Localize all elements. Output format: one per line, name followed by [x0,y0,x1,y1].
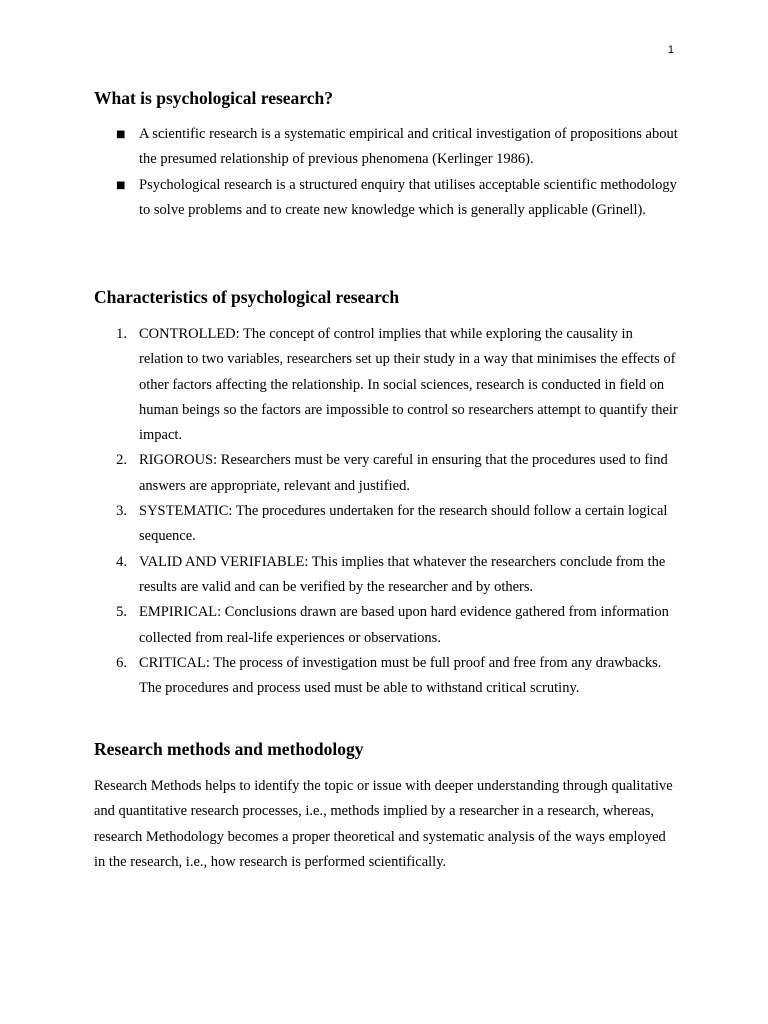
bullet-item [94,173,678,224]
list-item-text: VALID AND VERIFIABLE: This implies that whatever the researchers conclude from the results are valid and can be verified by the researcher and by others. [139,553,666,595]
list-number: 2. [116,452,127,469]
list-item [94,322,678,448]
characteristics-numbered-list [94,322,678,701]
bullet-item [94,122,678,173]
definition-bullet-list [94,122,678,223]
section-heading-research-methods: Research methods and methodology [94,739,364,759]
list-item-text: SYSTEMATIC: The procedures undertaken for the research should follow a certain logical sequence. [139,503,668,545]
research-methods-paragraph: Research Methods helps to identify the topic or issue with deeper understanding through qualitative and quantitative research processes, i.e., methods implied by a researcher in a research, whereas, research Methodology becomes a proper theoretical and systematic analysis of the ways employed in the research, i.e., how research is performed scientifically. [94,778,673,870]
section-heading-characteristics: Characteristics of psychological research [94,287,400,307]
square-bullet-icon: ■ [116,179,126,191]
list-item [94,651,678,702]
bullet-text: A scientific research is a systematic empirical and critical investigation of propositions about the presumed relationship of previous phenomena (Kerlinger 1986). [139,126,678,168]
list-item [94,448,678,499]
bullet-text: Psychological research is a structured enquiry that utilises acceptable scientific methodology to solve problems and to create new knowledge which is generally applicable (Grinell). [139,176,677,218]
page-number: 1 [667,44,674,56]
list-item-text: EMPIRICAL: Conclusions drawn are based upon hard evidence gathered from information collected from real-life experiences or observations. [139,604,669,646]
list-item [94,600,678,651]
list-number: 5. [116,604,127,621]
list-number: 1. [116,326,127,342]
list-item-text: CRITICAL: The process of investigation must be full proof and free from any drawbacks. The procedures and process used must be able to withstand critical scrutiny. [139,654,662,697]
square-bullet-icon: ■ [116,129,126,140]
list-item [94,550,678,601]
list-item-text: CONTROLLED: The concept of control implies that while exploring the causality in relation to two variables, researchers set up their study in a way that minimises the effects of other factors affecting the relationship. In social sciences, research is conducted in field on human beings so the factors are impossible to control so researchers attempt to quantify their impact. [139,326,678,444]
section-heading-what-is-psychological-research: What is psychological research? [94,88,334,108]
list-item-text: RIGOROUS: Researchers must be very careful in ensuring that the procedures used to find answers are appropriate, relevant and justified. [139,452,668,494]
list-number: 4. [116,553,127,570]
list-number: 6. [116,654,127,671]
list-number: 3. [116,503,127,520]
list-item [94,499,678,550]
